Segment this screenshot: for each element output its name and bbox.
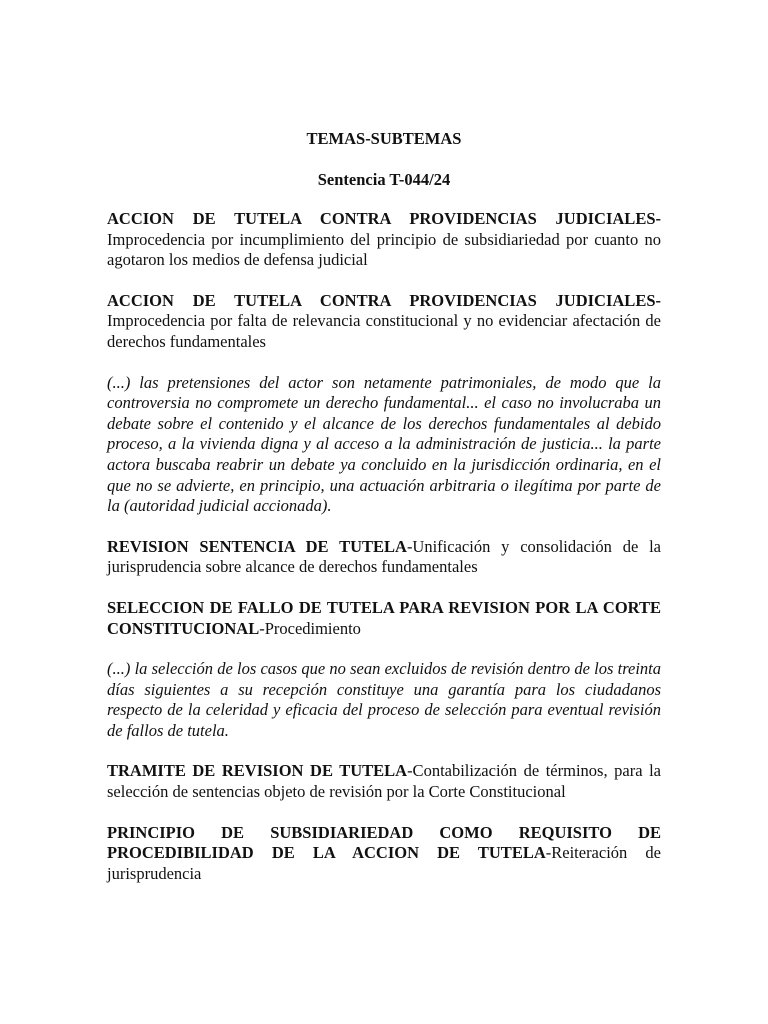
section-entry-1 — [107, 209, 661, 271]
section-entry-3-title: REVISION SENTENCIA DE TUTELA — [107, 536, 407, 556]
section-entry-4-text: -Procedimiento — [259, 618, 361, 638]
document-heading: TEMAS-SUBTEMAS — [306, 129, 462, 148]
section-entry-3 — [107, 537, 661, 578]
section-entry-5 — [107, 761, 661, 802]
quote-1: (...) las pretensiones del actor son netamente patrimoniales, de modo que la controversia no compromete un derecho fundamental... el caso no involucraba un debate sobre el contenido y el alcance de los derechos fundamentales al debido proceso, a la vivienda digna y al acceso a la administración de justicia... la parte actora buscaba reabrir un debate ya concluido en la jurisdicción ordinaria, en el que no se advierte, en principio, una actuación arbitraria o ilegítima por parte de la (autoridad judicial accionada). — [107, 372, 661, 516]
section-entry-5-title: TRAMITE DE REVISION DE TUTELA — [107, 761, 408, 781]
quote-2: (...) la selección de los casos que no sean excluidos de revisión dentro de los treinta días siguientes a su recepción constituye una garantía para los ciudadanos respecto de la celeridad y eficacia del proceso de selección para eventual revisión de fallos de tutela. — [107, 659, 661, 740]
section-entry-1-text: Improcedencia por incumplimiento del principio de subsidiariedad por cuanto no agotaron los medios de defensa judicial — [107, 229, 661, 270]
section-entry-6-title: PRINCIPIO DE SUBSIDIARIEDAD COMO REQUISITO DE PROCEDIBILIDAD DE LA ACCION DE TUTELA — [107, 822, 661, 863]
section-entry-4-title: SELECCION DE FALLO DE TUTELA PARA REVISION POR LA CORTE CONSTITUCIONAL — [107, 597, 661, 638]
section-entry-2-title: ACCION DE TUTELA CONTRA PROVIDENCIAS JUDICIALES- — [107, 290, 661, 310]
section-entry-5-text: -Contabilización de términos, para la selección de sentencias objeto de revisión por la Corte Constitucional — [107, 761, 661, 802]
section-entry-3-text: -Unificación y consolidación de la jurisprudencia sobre alcance de derechos fundamentales — [107, 536, 661, 577]
section-entry-6-text: -Reiteración de jurisprudencia — [107, 843, 661, 883]
document-subheading: Sentencia T-044/24 — [317, 170, 451, 189]
section-entry-1-title: ACCION DE TUTELA CONTRA PROVIDENCIAS JUDICIALES- — [107, 209, 661, 228]
section-entry-4 — [107, 598, 661, 639]
section-entry-6 — [107, 823, 661, 885]
section-entry-2 — [107, 291, 661, 353]
section-entry-2-text: Improcedencia por falta de relevancia constitucional y no evidenciar afectación de derechos fundamentales — [107, 311, 661, 351]
